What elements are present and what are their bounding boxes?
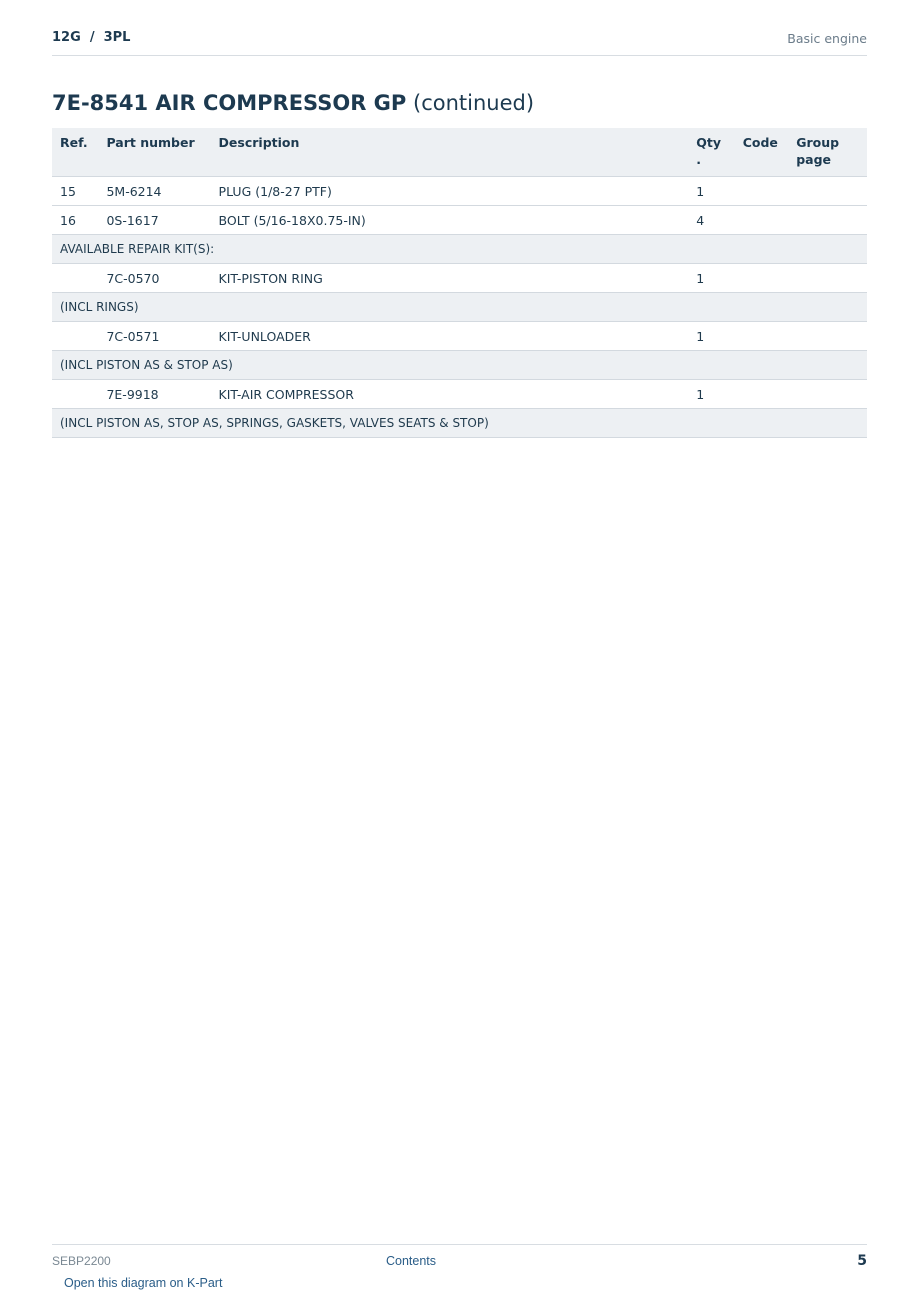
page-title [52,91,534,115]
cell-code [735,206,789,235]
cell-group-page [788,206,867,235]
cell-code [735,177,789,206]
cell-group-page [788,177,867,206]
table-row [52,264,867,293]
note-row [52,351,867,380]
parts-table [52,128,867,438]
table-row [52,380,867,409]
note-text: (INCL RINGS) [52,293,867,322]
cell-qty: 1 [688,380,734,409]
contents-link[interactable]: Contents [386,1254,437,1268]
section-label: Basic engine [787,31,867,46]
cell-code [735,380,789,409]
cell-group-page [788,380,867,409]
note-row [52,235,867,264]
cell-description: KIT-AIR COMPRESSOR [211,380,689,409]
table-header-row [52,128,867,177]
cell-description: KIT-UNLOADER [211,322,689,351]
cell-ref: 15 [52,177,98,206]
page [52,0,867,1300]
cell-part-number: 7C-0571 [98,322,210,351]
cell-part-number: 7C-0570 [98,264,210,293]
note-row [52,293,867,322]
cell-group-page [788,322,867,351]
model-label: 12G / 3PL [52,30,131,45]
note-text: (INCL PISTON AS, STOP AS, SPRINGS, GASKETS, VALVES SEATS & STOP) [52,409,867,438]
cell-qty: 1 [688,322,734,351]
header-part-number: Part number [98,128,210,177]
cell-part-number: 0S-1617 [98,206,210,235]
note-text: AVAILABLE REPAIR KIT(S): [52,235,867,264]
table-row [52,206,867,235]
cell-part-number: 5M-6214 [98,177,210,206]
kpart-diagram-link[interactable]: Open this diagram on K-Part [64,1276,223,1290]
header-group-page: Group page [788,128,867,177]
table-row [52,322,867,351]
header-qty: Qty . [688,128,734,177]
cell-qty: 4 [688,206,734,235]
page-header [52,28,867,56]
cell-code [735,322,789,351]
note-row [52,409,867,438]
cell-description: KIT-PISTON RING [211,264,689,293]
cell-ref [52,380,98,409]
cell-qty: 1 [688,177,734,206]
header-code: Code [735,128,789,177]
document-id: SEBP2200 [52,1254,111,1268]
header-description: Description [211,128,689,177]
cell-description: BOLT (5/16-18X0.75-IN) [211,206,689,235]
cell-qty: 1 [688,264,734,293]
page-number: 5 [857,1253,867,1269]
header-ref: Ref. [52,128,98,177]
cell-code [735,264,789,293]
cell-ref: 16 [52,206,98,235]
cell-description: PLUG (1/8-27 PTF) [211,177,689,206]
title-suffix: (continued) [413,91,535,115]
table-row [52,177,867,206]
title-main: 7E-8541 AIR COMPRESSOR GP [52,91,407,115]
cell-part-number: 7E-9918 [98,380,210,409]
cell-ref [52,264,98,293]
cell-group-page [788,264,867,293]
cell-ref [52,322,98,351]
note-text: (INCL PISTON AS & STOP AS) [52,351,867,380]
